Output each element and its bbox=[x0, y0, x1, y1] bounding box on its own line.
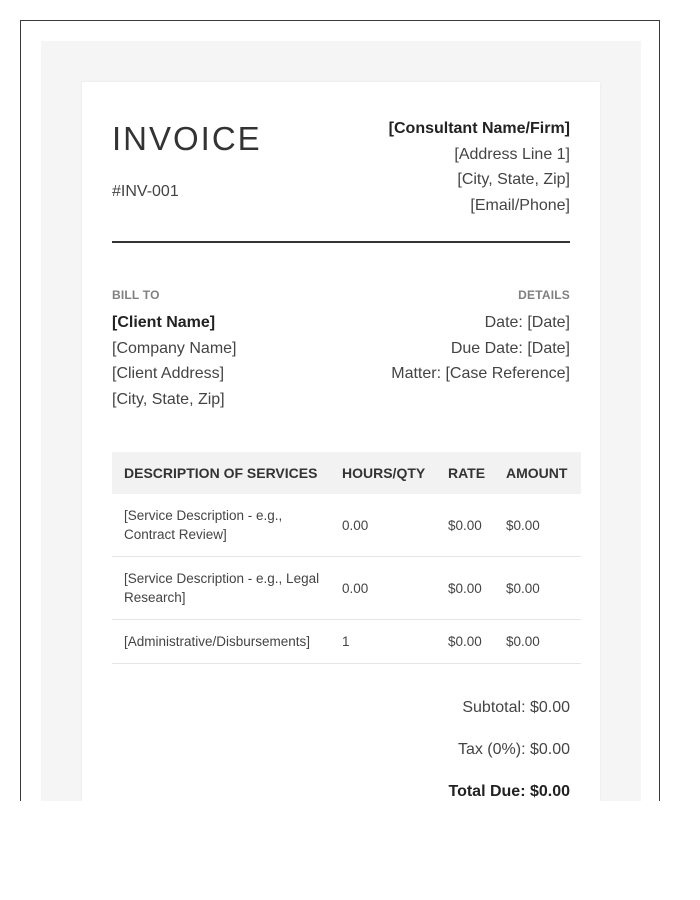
service-description: [Service Description - e.g., Contract Review] bbox=[112, 494, 330, 557]
service-description: [Service Description - e.g., Legal Research] bbox=[112, 557, 330, 620]
details-block bbox=[391, 310, 570, 387]
preview-frame bbox=[20, 20, 660, 801]
table-header-row bbox=[112, 452, 581, 494]
service-amount: $0.00 bbox=[494, 557, 581, 620]
header-divider bbox=[112, 241, 570, 243]
service-amount: $0.00 bbox=[494, 620, 581, 664]
column-header-hours: HOURS/QTY bbox=[330, 452, 436, 494]
service-hours: 1 bbox=[330, 620, 436, 664]
document-canvas bbox=[41, 41, 641, 801]
table-row bbox=[112, 494, 581, 557]
client-address: [Client Address] bbox=[112, 365, 225, 382]
service-rate: $0.00 bbox=[436, 494, 494, 557]
bill-to-block bbox=[112, 310, 237, 412]
consultant-name: [Consultant Name/Firm] bbox=[388, 120, 570, 137]
consultant-email-phone: [Email/Phone] bbox=[470, 196, 570, 214]
service-rate: $0.00 bbox=[436, 620, 494, 664]
column-header-amount: AMOUNT bbox=[494, 452, 581, 494]
services-table bbox=[112, 452, 581, 664]
invoice-date: Date: [Date] bbox=[484, 314, 570, 331]
company-name: [Company Name] bbox=[112, 339, 237, 357]
due-date: Due Date: [Date] bbox=[450, 339, 570, 357]
client-city-state-zip: [City, State, Zip] bbox=[112, 390, 225, 408]
subtotal: Subtotal: $0.00 bbox=[462, 699, 570, 716]
consultant-address-line-1: [Address Line 1] bbox=[454, 145, 570, 163]
client-name: [Client Name] bbox=[112, 314, 216, 331]
service-description: [Administrative/Disbursements] bbox=[112, 620, 330, 664]
invoice-number: #INV-001 bbox=[112, 183, 179, 200]
service-amount: $0.00 bbox=[494, 494, 581, 557]
service-hours: 0.00 bbox=[330, 557, 436, 620]
consultant-city-state-zip: [City, State, Zip] bbox=[457, 171, 570, 188]
tax: Tax (0%): $0.00 bbox=[457, 741, 570, 758]
consultant-info bbox=[389, 116, 570, 218]
table-row bbox=[112, 557, 581, 620]
column-header-rate: RATE bbox=[436, 452, 494, 494]
invoice-title: INVOICE bbox=[112, 120, 262, 157]
details-label: DETAILS bbox=[518, 288, 570, 302]
bill-to-label: BILL TO bbox=[112, 288, 160, 302]
total-due: Total Due: $0.00 bbox=[448, 783, 570, 800]
matter-reference: Matter: [Case Reference] bbox=[391, 365, 570, 382]
service-rate: $0.00 bbox=[436, 557, 494, 620]
table-row bbox=[112, 620, 581, 664]
column-header-description: DESCRIPTION OF SERVICES bbox=[112, 452, 330, 494]
service-hours: 0.00 bbox=[330, 494, 436, 557]
invoice-sheet bbox=[82, 82, 600, 801]
